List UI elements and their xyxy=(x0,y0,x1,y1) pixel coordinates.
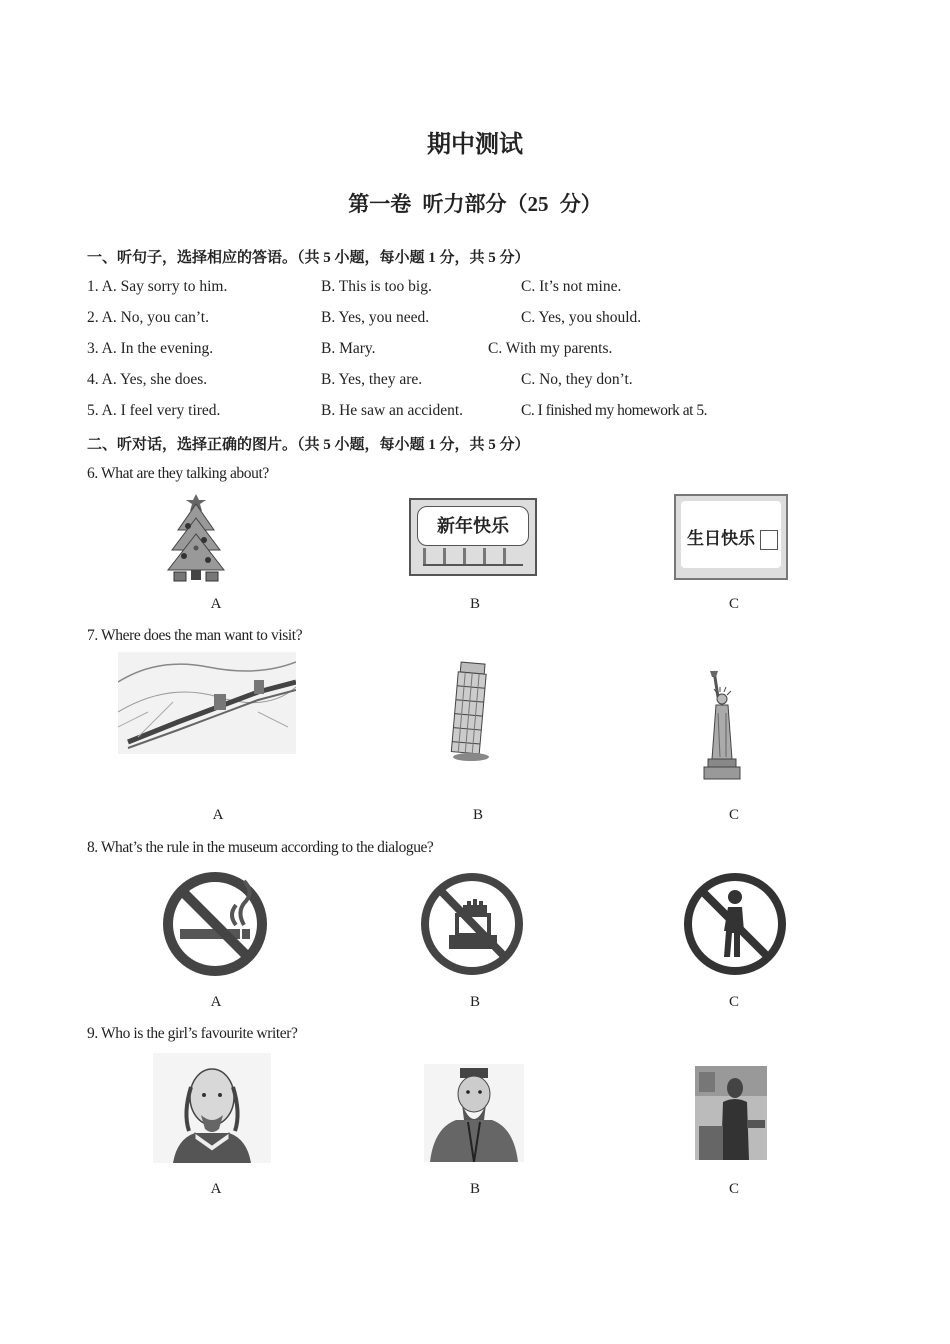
section2-heading: 二、听对话，选择正确的图片。（共 5 小题，每小题 1 分，共 5 分） xyxy=(87,437,530,453)
q2-option-c: C. Yes, you should. xyxy=(521,309,642,326)
q5-option-a: 5. A. I feel very tired. xyxy=(87,402,221,419)
statue-of-liberty-icon xyxy=(700,669,744,783)
q5-option-c: C. I finished my homework at 5. xyxy=(521,402,707,419)
q3-option-a: 3. A. In the evening. xyxy=(87,340,214,357)
q3-option-b: B. Mary. xyxy=(321,340,376,357)
q4-option-c: C. No, they don’t. xyxy=(521,371,633,388)
q9-label-a: A xyxy=(210,1181,222,1197)
q7-label-b: B xyxy=(472,807,483,823)
q7-text: 7. Where does the man want to visit? xyxy=(87,627,303,644)
q9-label-b: B xyxy=(469,1181,480,1197)
q1-option-c: C. It’s not mine. xyxy=(521,278,622,295)
q6-label-a: A xyxy=(210,596,222,612)
q9-label-c: C xyxy=(728,1181,739,1197)
card-b-text: 新年快乐 xyxy=(437,516,509,537)
q7-label-a: A xyxy=(212,807,224,823)
q8-text: 8. What’s the rule in the museum according to the dialogue? xyxy=(87,839,434,856)
birthday-card xyxy=(674,494,788,580)
q5-option-b: B. He saw an accident. xyxy=(321,402,464,419)
q7-label-c: C xyxy=(728,807,739,823)
new-year-card xyxy=(409,498,537,576)
shakespeare-portrait xyxy=(153,1053,271,1163)
section1-heading: 一、听句子，选择相应的答语。（共 5 小题，每小题 1 分，共 5 分） xyxy=(87,250,530,266)
luxun-photo xyxy=(695,1066,767,1160)
christmas-tree-icon xyxy=(164,490,228,584)
q6-text: 6. What are they talking about? xyxy=(87,465,269,482)
q8-label-b: B xyxy=(469,994,480,1010)
great-wall-icon xyxy=(118,652,296,754)
page-subtitle: 第一卷 听力部分（25 分） xyxy=(348,192,602,216)
no-entry-pedestrian-icon xyxy=(682,871,788,977)
no-touching-exhibits-icon xyxy=(419,871,525,977)
q8-label-c: C xyxy=(728,994,739,1010)
q4-option-a: 4. A. Yes, she does. xyxy=(87,371,208,388)
q6-label-b: B xyxy=(469,596,480,612)
q9-text: 9. Who is the girl’s favourite writer? xyxy=(87,1025,298,1042)
q4-option-b: B. Yes, they are. xyxy=(321,371,423,388)
no-smoking-icon xyxy=(162,871,268,977)
q1-option-b: B. This is too big. xyxy=(321,278,432,295)
q3-option-c: C. With my parents. xyxy=(488,340,613,357)
leaning-tower-icon xyxy=(447,657,493,763)
card-c-text: 生日快乐 xyxy=(687,529,755,549)
q2-option-a: 2. A. No, you can’t. xyxy=(87,309,209,326)
q6-label-c: C xyxy=(728,596,739,612)
q2-option-b: B. Yes, you need. xyxy=(321,309,430,326)
q1-option-a: 1. A. Say sorry to him. xyxy=(87,278,228,295)
page-title: 期中测试 xyxy=(427,132,523,158)
q8-label-a: A xyxy=(210,994,222,1010)
confucius-portrait xyxy=(424,1064,524,1162)
